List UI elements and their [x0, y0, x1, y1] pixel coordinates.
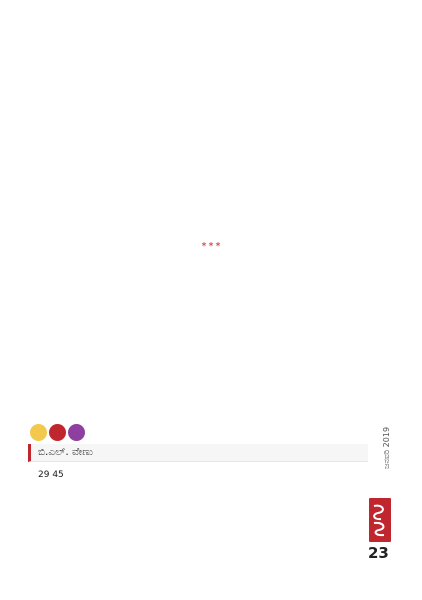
purple-dot-icon [68, 424, 85, 441]
paragraph [38, 526, 386, 542]
paragraph [38, 256, 386, 272]
author-bio [38, 468, 348, 483]
paragraph [38, 78, 386, 94]
paragraph [38, 186, 386, 202]
decorative-dots [30, 424, 150, 442]
paragraph [38, 364, 386, 380]
paragraph [38, 114, 386, 130]
paragraph [38, 382, 386, 398]
red-dot-icon [49, 424, 66, 441]
paragraph [38, 222, 386, 238]
page-number: 23 [368, 544, 389, 562]
paragraph [38, 400, 386, 416]
magazine-logo [369, 498, 391, 542]
paragraph [38, 60, 386, 76]
paragraph [38, 292, 386, 308]
paragraph [38, 490, 386, 506]
paragraph [38, 24, 386, 40]
paragraph [38, 274, 386, 290]
issue-date: ಜನವರಿ 2019 [382, 426, 391, 470]
author-heading [28, 444, 368, 462]
paragraph [38, 346, 386, 362]
paragraph [38, 544, 386, 560]
paragraph [38, 132, 386, 148]
bio-count: 45 [52, 470, 64, 480]
bio-count: 29 [38, 470, 50, 480]
paragraph [38, 168, 386, 184]
story-body [38, 24, 386, 580]
yellow-dot-icon [30, 424, 47, 441]
paragraph [38, 204, 386, 220]
paragraph [38, 42, 386, 58]
paragraph [38, 150, 386, 166]
paragraph [38, 562, 386, 578]
paragraph [38, 310, 386, 326]
author-name: ಬಿ.ಎಲ್. ವೇಣು [38, 446, 93, 458]
paragraph [38, 328, 386, 344]
paragraph [38, 508, 386, 524]
section-separator: *** [201, 241, 223, 252]
paragraph [38, 96, 386, 112]
